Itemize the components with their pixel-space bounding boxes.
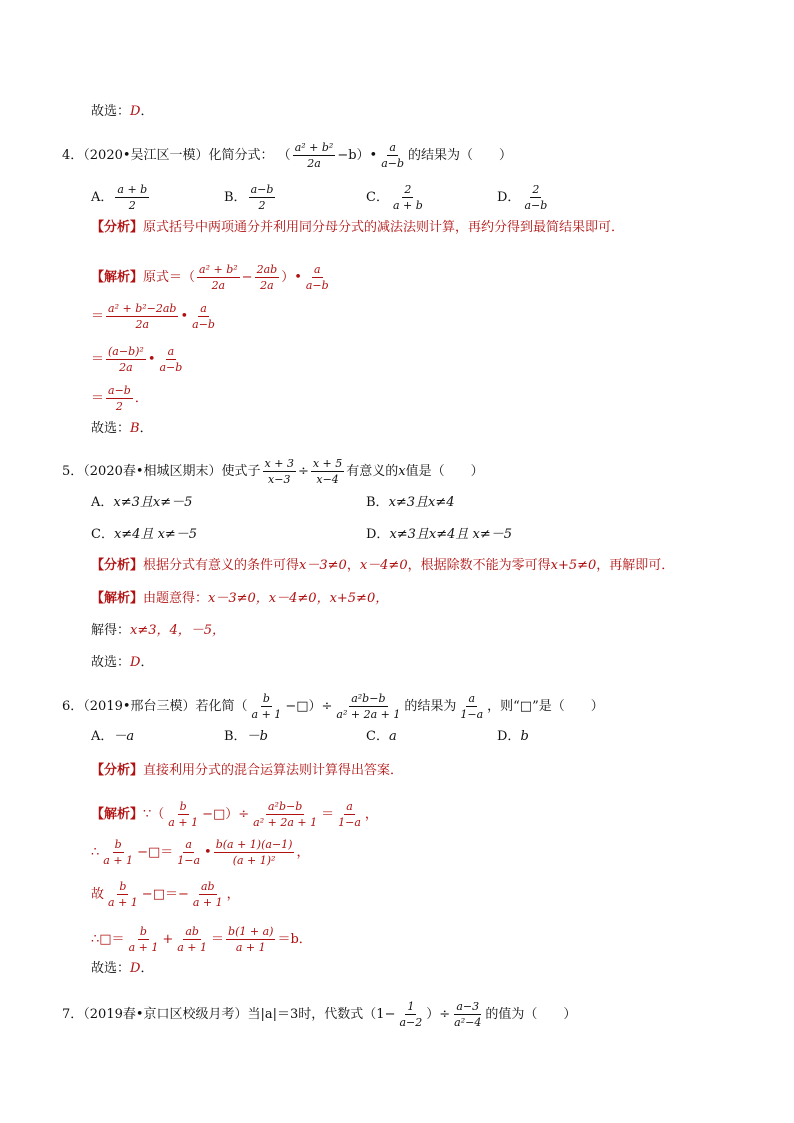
q4-solution-step1 — [91, 263, 333, 292]
solve-prefix: 解得： — [91, 623, 131, 638]
fraction — [166, 800, 200, 829]
analysis-tag: 【分析】 — [91, 558, 144, 573]
option-label: D． — [366, 527, 390, 542]
conditions: x－3≠0，x－4≠0，x+5≠0， — [208, 591, 389, 606]
equals: ＝ — [91, 391, 105, 406]
denominator: 2a — [260, 279, 274, 292]
denominator: a−2 — [399, 1016, 423, 1029]
operator: • — [180, 309, 189, 324]
stem-variable: x — [398, 464, 406, 479]
fraction — [175, 838, 202, 867]
q4-option-d — [497, 183, 551, 212]
denominator: x−3 — [268, 473, 291, 486]
operator: ÷ — [297, 464, 309, 479]
numerator: x + 5 — [312, 457, 343, 470]
option-text: x≠3且x≠4 — [388, 495, 455, 510]
option-label: A． — [91, 729, 114, 744]
fraction — [293, 141, 336, 170]
q4-stem — [62, 141, 512, 170]
q6-solution-step1 — [91, 800, 378, 829]
option-text: b — [520, 729, 529, 744]
answer-prefix: 故选： — [91, 655, 131, 670]
fraction — [379, 141, 406, 170]
answer-prefix: 故选： — [91, 961, 131, 976]
numerator: b — [262, 692, 270, 705]
option-label: C． — [366, 190, 389, 205]
q6-option-c — [366, 729, 397, 745]
denominator: a + b — [392, 199, 423, 212]
q6-answer-line — [91, 961, 153, 977]
fraction — [391, 183, 425, 212]
q5-stem — [62, 457, 484, 486]
q5-option-c — [91, 527, 197, 543]
q4-solution-step2 — [91, 302, 219, 331]
solve-values: x≠3，4，－5， — [130, 623, 226, 638]
option-label: D． — [497, 729, 521, 744]
comma: ， — [364, 807, 378, 822]
q4-source: 4．（2020•吴江区一模）化简分式： — [62, 148, 274, 163]
stem-end: 值是（ ） — [405, 464, 484, 479]
fraction — [250, 692, 284, 721]
operator: ）÷ — [426, 1007, 451, 1022]
q4-option-b — [224, 183, 277, 212]
therefore: ∴ — [91, 845, 100, 860]
numerator: b — [139, 925, 147, 938]
stem-tail: 有意义的 — [346, 464, 399, 479]
denominator: 2 — [115, 400, 123, 413]
fraction — [452, 1000, 483, 1029]
q6-solution-step4 — [91, 925, 312, 954]
fraction — [397, 1000, 424, 1029]
denominator: 2a — [211, 279, 226, 292]
q6-solution-step3 — [91, 880, 240, 909]
numerator: 1 — [407, 1000, 415, 1013]
fraction — [251, 800, 319, 829]
fraction — [249, 183, 276, 212]
option-label: D． — [497, 190, 521, 205]
fraction — [106, 345, 146, 374]
analysis-text: 根据分式有意义的条件可得 — [143, 558, 300, 573]
separator: ， — [346, 558, 360, 573]
answer-letter: D — [130, 655, 141, 670]
numerator: a² + b²−2ab — [108, 302, 177, 315]
option-text: x≠4且 x≠－5 — [113, 527, 198, 542]
q6-option-b — [224, 729, 268, 745]
option-text: a — [388, 729, 397, 744]
equals: ＝ — [91, 352, 105, 367]
answer-suffix: ． — [140, 655, 154, 670]
fraction — [197, 263, 240, 292]
q6-stem — [62, 692, 604, 721]
option-label: B． — [366, 495, 389, 510]
option-text: x≠3且x≠4且 x≠－5 — [389, 527, 513, 542]
numerator: 2 — [532, 183, 540, 196]
answer-suffix: ． — [140, 961, 154, 976]
q4-solution-step3 — [91, 345, 186, 374]
option-label: A． — [91, 190, 114, 205]
denominator: a−b — [159, 361, 183, 374]
fraction — [255, 263, 280, 292]
fraction — [226, 925, 275, 954]
q5-solve-line — [91, 623, 225, 639]
numerator: a−3 — [456, 1000, 480, 1013]
numerator: a−b — [250, 183, 274, 196]
denominator: a²−4 — [454, 1016, 482, 1029]
comma: ， — [226, 887, 240, 902]
numerator: a−b — [108, 384, 131, 397]
denominator: 2a — [119, 361, 133, 374]
denominator: a + 1 — [128, 941, 159, 954]
denominator: a² + 2a + 1 — [253, 816, 318, 829]
operator: −b）• — [337, 148, 378, 163]
operator: −□＝− — [141, 887, 189, 902]
numerator: b — [119, 880, 127, 893]
q5-option-a — [91, 495, 192, 511]
fraction — [175, 925, 209, 954]
option-text: x≠3且x≠－5 — [113, 495, 193, 510]
denominator: a + 1 — [192, 896, 223, 909]
q7-stem — [62, 1000, 576, 1029]
q5-option-d — [366, 527, 512, 543]
equals: ＝ — [91, 309, 105, 324]
numerator: b(1 + a) — [228, 925, 274, 938]
fraction — [214, 838, 295, 867]
q5-analysis — [91, 558, 674, 574]
operator: • — [204, 845, 212, 860]
option-text: －b — [246, 729, 268, 744]
fraction — [522, 183, 549, 212]
solution-text: 由题意得： — [143, 591, 209, 606]
analysis-tag: 【分析】 — [91, 220, 144, 235]
q6-option-a — [91, 729, 134, 745]
numerator: ab — [185, 925, 199, 938]
because: ∵（ — [143, 807, 165, 822]
q4-option-a — [91, 183, 151, 212]
denominator: a−b — [524, 199, 548, 212]
solution-tag: 【解析】 — [91, 270, 144, 285]
option-label: C． — [366, 729, 389, 744]
q4-analysis — [91, 220, 624, 236]
fraction — [101, 838, 135, 867]
analysis-text: 直接利用分式的混合运算法则计算得出答案． — [143, 763, 404, 778]
fraction — [334, 692, 402, 721]
answer-suffix: ． — [140, 104, 154, 119]
condition: x+5≠0 — [550, 558, 597, 573]
paren: （ — [277, 148, 291, 163]
numerator: a + b — [117, 183, 148, 196]
operator: −□＝ — [137, 845, 174, 860]
operator: −□）÷ — [202, 807, 250, 822]
fraction — [106, 880, 140, 909]
therefore: ∴□＝ — [91, 932, 125, 947]
analysis-text: 原式括号中两项通分并利用同分母分式的减法法则计算，再约分得到最简结果即可． — [143, 220, 625, 235]
denominator: a−b — [192, 318, 215, 331]
stem-tail: 的结果为（ ） — [408, 148, 513, 163]
fraction — [115, 183, 149, 212]
fraction — [191, 880, 225, 909]
equals: ＝ — [211, 932, 225, 947]
numerator: b(a + 1)(a−1) — [215, 838, 293, 851]
numerator: a — [185, 838, 192, 851]
fraction — [106, 384, 133, 413]
denominator: a² + 2a + 1 — [336, 708, 401, 721]
option-label: C． — [91, 527, 114, 542]
solution-tag: 【解析】 — [91, 591, 144, 606]
denominator: 2a — [135, 318, 150, 331]
numerator: b — [179, 800, 187, 813]
option-text: －a — [113, 729, 135, 744]
denominator: a + 1 — [168, 816, 199, 829]
numerator: a — [313, 263, 321, 276]
operator: • — [147, 352, 156, 367]
numerator: a² + b² — [199, 263, 238, 276]
fraction — [106, 302, 178, 331]
fraction — [263, 457, 296, 486]
operator: ）• — [281, 270, 302, 285]
denominator: 2 — [128, 199, 136, 212]
q6-solution-step2 — [91, 838, 309, 867]
q4-answer-line — [91, 421, 153, 437]
operator: − — [241, 270, 253, 285]
fraction — [127, 925, 161, 954]
answer-letter: D — [130, 961, 141, 976]
denominator: a−b — [305, 279, 329, 292]
denominator: a + 1 — [251, 708, 282, 721]
q6-analysis — [91, 763, 403, 779]
fraction — [304, 263, 331, 292]
fraction — [458, 692, 485, 721]
q3-answer-line — [91, 104, 153, 120]
denominator: 1−a — [177, 854, 201, 867]
numerator: a²b−b — [267, 800, 303, 813]
hence: 故 — [91, 887, 105, 902]
denominator: 2a — [307, 157, 321, 170]
solution-tag: 【解析】 — [91, 807, 144, 822]
q5-option-b — [366, 495, 455, 511]
q6-option-d — [497, 729, 529, 745]
result: ＝b． — [277, 932, 312, 947]
fraction — [311, 457, 344, 486]
answer-letter: B — [130, 421, 140, 436]
answer-prefix: 故选： — [91, 421, 131, 436]
comma: ， — [296, 845, 310, 860]
q5-answer-line — [91, 655, 153, 671]
denominator: a + 1 — [108, 896, 138, 909]
operator: −□）÷ — [285, 699, 333, 714]
denominator: 1−a — [338, 816, 361, 829]
numerator: ab — [200, 880, 215, 893]
operator: + — [162, 932, 174, 947]
denominator: (a + 1)² — [232, 854, 276, 867]
stem-tail: 的值为（ ） — [485, 1007, 577, 1022]
analysis-text: ，根据除数不能为零可得 — [407, 558, 551, 573]
option-label: B． — [224, 729, 247, 744]
numerator: a — [346, 800, 353, 813]
fraction — [158, 345, 185, 374]
denominator: a + 1 — [103, 854, 134, 867]
analysis-tag: 【分析】 — [91, 763, 144, 778]
numerator: a — [389, 141, 396, 154]
numerator: 2ab — [256, 263, 278, 276]
denominator: 1−a — [460, 708, 484, 721]
q6-source: 6．（2019•邢台三模）若化简（ — [62, 699, 248, 714]
period: ． — [134, 391, 148, 406]
fraction — [190, 302, 217, 331]
answer-letter: D — [130, 104, 141, 119]
numerator: a² + b² — [294, 141, 334, 154]
condition: x－3≠0 — [299, 558, 347, 573]
denominator: x−4 — [316, 473, 339, 486]
denominator: 2 — [258, 199, 266, 212]
numerator: a — [468, 692, 476, 705]
denominator: a + 1 — [235, 941, 266, 954]
q7-source: 7．（2019春•京口区校级月考）当|a|＝3时，代数式（1− — [62, 1007, 396, 1022]
numerator: a — [167, 345, 175, 358]
numerator: a²b−b — [351, 692, 386, 705]
numerator: x + 3 — [264, 457, 294, 470]
condition: x－4≠0 — [359, 558, 408, 573]
solution-start: 原式＝（ — [143, 270, 196, 285]
option-label: A． — [91, 495, 114, 510]
option-label: B． — [224, 190, 247, 205]
q5-source: 5．（2020春•相城区期末）使式子 — [62, 464, 261, 479]
q4-option-c — [366, 183, 427, 212]
stem-tail: ，则“□”是（ ） — [487, 699, 604, 714]
q5-solution — [91, 591, 388, 607]
denominator: a + 1 — [177, 941, 208, 954]
analysis-text: ，再解即可． — [596, 558, 675, 573]
fraction — [336, 800, 363, 829]
stem-text: 的结果为 — [404, 699, 457, 714]
denominator: a−b — [381, 157, 405, 170]
q4-solution-step4 — [91, 384, 148, 413]
numerator: (a−b)² — [108, 345, 144, 358]
answer-suffix: ． — [139, 421, 153, 436]
numerator: a — [200, 302, 207, 315]
numerator: b — [114, 838, 122, 851]
numerator: 2 — [404, 183, 412, 196]
answer-prefix: 故选： — [91, 104, 131, 119]
equals: ＝ — [321, 807, 335, 822]
